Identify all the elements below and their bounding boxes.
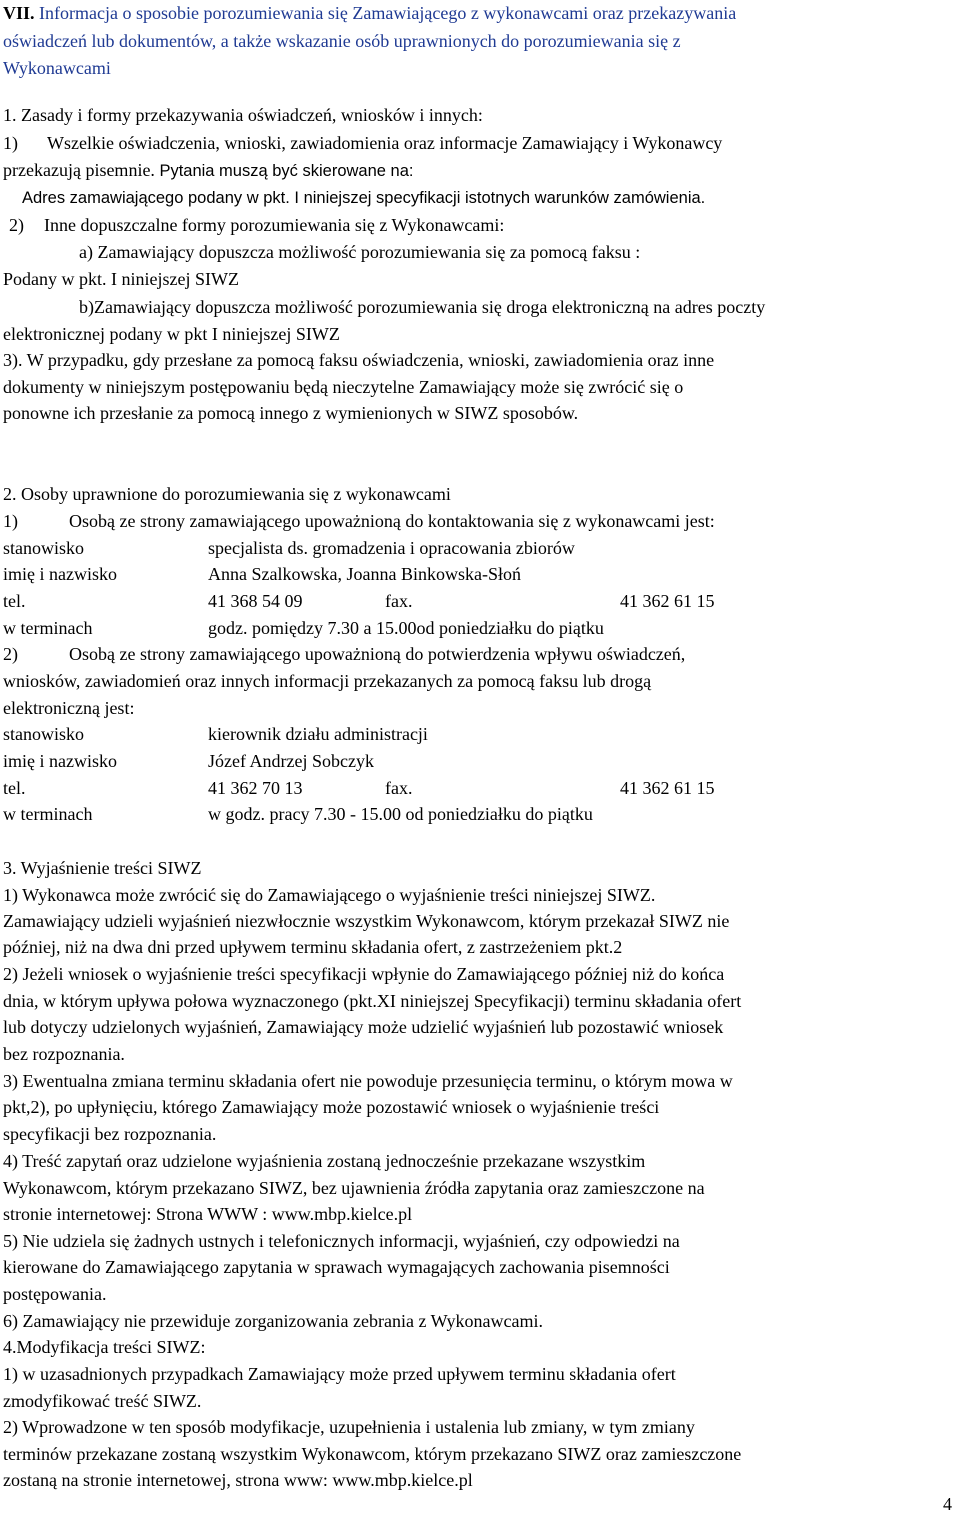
field-value: kierownik działu administracji — [208, 724, 428, 744]
part3-line: postępowania. — [3, 1284, 107, 1304]
part2-contact1-intro — [3, 510, 946, 534]
part2-contact2-name-row — [3, 750, 943, 774]
part2-contact2-text: Osobą ze strony zamawiającego upoważnioną do potwierdzenia wpływu oświadczeń, — [69, 644, 686, 664]
part3-line: 4) Treść zapytań oraz udzielone wyjaśnienia zostaną jednocześnie przekazane wszystkim — [3, 1151, 646, 1171]
part1-point1-text-2b: Pytania muszą być skierowane na: — [159, 162, 414, 180]
part3-line: kierowane do Zamawiającego zapytania w sprawach wymagających zachowania pisemności — [3, 1257, 670, 1277]
part4-line: 1) w uzasadnionych przypadkach Zamawiający może przed upływem terminu składania ofert — [3, 1364, 676, 1384]
field-value: godz. pomiędzy 7.30 a 15.00od poniedziałku do piątku — [208, 618, 604, 638]
part2-contact2-phone-row — [3, 777, 943, 801]
part1-point1-text-2a: przekazują pisemnie. — [3, 160, 155, 180]
part1-point2-b-line2: elektronicznej podany w pkt I niniejszej SIWZ — [3, 324, 340, 344]
part3-line: Wykonawcom, którym przekazano SIWZ, bez ujawnienia źródła zapytania oraz zamieszczone na — [3, 1178, 705, 1198]
field-label: tel. — [3, 778, 26, 798]
part1-point1-line2 — [3, 159, 946, 183]
part3-line: lub dotyczy udzielonych wyjaśnień, Zamawiający może udzielić wyjaśnień lub pozostawić wniosek — [3, 1017, 724, 1037]
part2-heading: 2. Osoby uprawnione do porozumiewania się z wykonawcami — [3, 484, 451, 504]
field-label: stanowisko — [3, 538, 84, 558]
part1-point2-a-line2: Podany w pkt. I niniejszej SIWZ — [3, 269, 239, 289]
part1-point2-b: b)Zamawiający dopuszcza możliwość porozumiewania się droga elektroniczną na adres poczty — [79, 297, 766, 317]
part3-line: stronie internetowej: Strona WWW : www.mbp.kielce.pl — [3, 1204, 413, 1224]
fax-value: 41 362 61 15 — [620, 778, 715, 798]
field-label: w terminach — [3, 618, 93, 638]
part1-point2-text: Inne dopuszczalne formy porozumiewania się z Wykonawcami: — [44, 215, 505, 235]
field-label: imię i nazwisko — [3, 564, 117, 584]
part2-contact2-position-row — [3, 723, 943, 747]
part4-line: terminów przekazane zostaną wszystkim Wykonawcom, którym przekazano SIWZ oraz zamieszczone — [3, 1444, 742, 1464]
part4-heading: 4.Modyfikacja treści SIWZ: — [3, 1337, 206, 1357]
field-label: stanowisko — [3, 724, 84, 744]
part1-point1-line1 — [3, 132, 946, 156]
phone-value: 41 362 70 13 — [208, 778, 303, 798]
part2-contact2-hours-row — [3, 803, 943, 827]
part3-line: 3) Ewentualna zmiana terminu składania ofert nie powoduje przesunięcia terminu, o którym mowa w — [3, 1071, 733, 1091]
part1-point1-text-3a: Adres zamawiającego podany w pkt. — [22, 189, 290, 207]
part3-line: 2) Jeżeli wniosek o wyjaśnienie treści specyfikacji wpłynie do Zamawiającego później niż do końca — [3, 964, 725, 984]
part3-line: pkt,2), po upłynięciu, którego Zamawiający może pozostawić wniosek o wyjaśnienie treści — [3, 1097, 660, 1117]
part1-point2-line1 — [9, 214, 946, 238]
part2-contact1-text: Osobą ze strony zamawiającego upoważnioną do kontaktowania się z wykonawcami jest: — [69, 511, 715, 531]
part3-line: bez rozpoznania. — [3, 1044, 125, 1064]
phone-value: 41 368 54 09 — [208, 591, 303, 611]
part2-contact1-hours-row — [3, 617, 943, 641]
section-title-text-1: Informacja o sposobie porozumiewania się Zamawiającego z wykonawcami oraz przekazywania — [39, 3, 737, 23]
part1-point3-line1: 3). W przypadku, gdy przesłane za pomocą faksu oświadczenia, wnioski, zawiadomienia oraz inne — [3, 350, 715, 370]
part4-line: 2) Wprowadzone w ten sposób modyfikacje, uzupełnienia i ustalenia lub zmiany, w tym zmiany — [3, 1417, 695, 1437]
field-label: tel. — [3, 591, 26, 611]
part3-heading: 3. Wyjaśnienie treści SIWZ — [3, 858, 202, 878]
part1-point1-text: Wszelkie oświadczenia, wnioski, zawiadomienia oraz informacje Zamawiający i Wykonawcy — [47, 133, 723, 153]
field-label: imię i nazwisko — [3, 751, 117, 771]
part1-point2-a: a) Zamawiający dopuszcza możliwość porozumiewania się za pomocą faksu : — [79, 242, 641, 262]
section-number: VII. — [3, 3, 35, 23]
part3-line: dnia, w którym upływa połowa wyznaczonego (pkt.XI niniejszej Specyfikacji) terminu składania ofert — [3, 991, 742, 1011]
part1-heading: 1. Zasady i formy przekazywania oświadczeń, wniosków i innych: — [3, 105, 483, 125]
section-title-line-3: Wykonawcami — [3, 58, 111, 78]
fax-value: 41 362 61 15 — [620, 591, 715, 611]
part3-line: specyfikacji bez rozpoznania. — [3, 1124, 217, 1144]
part3-line: 6) Zamawiający nie przewiduje zorganizowania zebrania z Wykonawcami. — [3, 1311, 543, 1331]
part3-line: 1) Wykonawca może zwrócić się do Zamawiającego o wyjaśnienie treści niniejszej SIWZ. — [3, 885, 656, 905]
section-title-line-2: oświadczeń lub dokumentów, a także wskazanie osób uprawnionych do porozumiewania się z — [3, 31, 681, 51]
part3-line: Zamawiający udzieli wyjaśnień niezwłocznie wszystkim Wykonawcom, którym przekazał SIWZ nie — [3, 911, 730, 931]
part3-line: 5) Nie udziela się żadnych ustnych i telefonicznych informacji, wyjaśnień, czy odpowiedzi na — [3, 1231, 680, 1251]
field-value: Anna Szalkowska, Joanna Binkowska-Słoń — [208, 564, 521, 584]
part2-contact1-name-row — [3, 563, 943, 587]
field-value: w godz. pracy 7.30 - 15.00 od poniedziałku do piątku — [208, 804, 593, 824]
field-value: specjalista ds. gromadzenia i opracowania zbiorów — [208, 538, 575, 558]
section-title-line-1 — [3, 2, 946, 26]
part3-line: później, niż na dwa dni przed upływem terminu składania ofert, z zastrzeżeniem pkt.2 — [3, 937, 623, 957]
part2-contact2-number: 2) — [3, 644, 18, 664]
part1-point1-number: 1) — [3, 133, 18, 153]
part1-point1-line3 — [22, 187, 946, 211]
part2-contact1-number: 1) — [3, 511, 18, 531]
field-value: Józef Andrzej Sobczyk — [208, 751, 374, 771]
fax-label: fax. — [385, 591, 413, 611]
part2-contact1-position-row — [3, 537, 943, 561]
part2-contact2-intro-line2: wniosków, zawiadomień oraz innych informacji przekazanych za pomocą faksu lub drogą — [3, 671, 652, 691]
page-number: 4 — [943, 1494, 952, 1514]
part4-line: zostaną na stronie internetowej, strona www: www.mbp.kielce.pl — [3, 1470, 473, 1490]
part2-contact2-intro-line1 — [3, 643, 946, 667]
part2-contact2-intro-line3: elektroniczną jest: — [3, 698, 135, 718]
part1-point2-number: 2) — [9, 215, 24, 235]
field-label: w terminach — [3, 804, 93, 824]
part2-contact1-phone-row — [3, 590, 943, 614]
part4-line: zmodyfikować treść SIWZ. — [3, 1391, 202, 1411]
fax-label: fax. — [385, 778, 413, 798]
part1-point3-line2: dokumenty w niniejszym postępowaniu będą nieczytelne Zamawiający może się zwrócić się o — [3, 377, 684, 397]
part1-point3-line3: ponowne ich przesłanie za pomocą innego z wymienionych w SIWZ sposobów. — [3, 403, 579, 423]
part1-point1-text-3b: I niniejszej specyfikacji istotnych warunków zamówienia. — [294, 189, 706, 207]
